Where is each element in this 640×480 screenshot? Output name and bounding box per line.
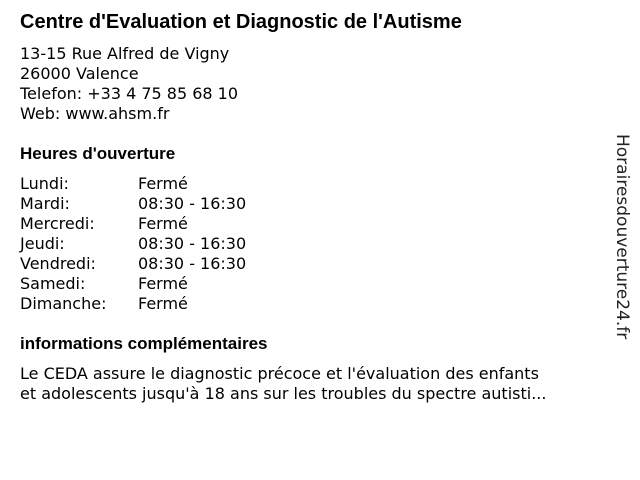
hours-row-mardi (20, 194, 600, 214)
info-line-2: et adolescents jusqu'à 18 ans sur les troubles du spectre autisti... (20, 384, 547, 403)
day-label: Samedi: (20, 274, 86, 293)
hours-row-lundi (20, 174, 600, 194)
additional-info-text (20, 364, 600, 404)
day-hours: Fermé (138, 214, 188, 233)
day-label: Mardi: (20, 194, 70, 213)
hours-row-vendredi (20, 254, 600, 274)
site-watermark: Horairesdouverture24.fr (612, 134, 632, 340)
day-label: Lundi: (20, 174, 69, 193)
address-street: 13-15 Rue Alfred de Vigny (20, 44, 230, 63)
business-name: Centre d'Evaluation et Diagnostic de l'Autisme (20, 11, 462, 33)
hours-row-mercredi (20, 214, 600, 234)
address-city: 26000 Valence (20, 64, 139, 83)
day-hours: Fermé (138, 274, 188, 293)
day-hours: Fermé (138, 174, 188, 193)
info-line-1: Le CEDA assure le diagnostic précoce et l'évaluation des enfants (20, 364, 539, 383)
day-hours: 08:30 - 16:30 (138, 254, 247, 273)
hours-row-samedi (20, 274, 600, 294)
address-block (20, 44, 600, 124)
day-label: Jeudi: (20, 234, 65, 253)
day-label: Dimanche: (20, 294, 107, 313)
phone-number: Telefon: +33 4 75 85 68 10 (20, 84, 239, 103)
day-hours: Fermé (138, 294, 188, 313)
opening-hours-heading: Heures d'ouverture (20, 144, 176, 163)
additional-info-heading: informations complémentaires (20, 334, 268, 353)
day-label: Vendredi: (20, 254, 96, 273)
day-label: Mercredi: (20, 214, 95, 233)
opening-hours-table (20, 174, 600, 314)
hours-row-dimanche (20, 294, 600, 314)
website: Web: www.ahsm.fr (20, 104, 170, 123)
day-hours: 08:30 - 16:30 (138, 234, 247, 253)
hours-row-jeudi (20, 234, 600, 254)
day-hours: 08:30 - 16:30 (138, 194, 247, 213)
business-card (20, 10, 600, 404)
